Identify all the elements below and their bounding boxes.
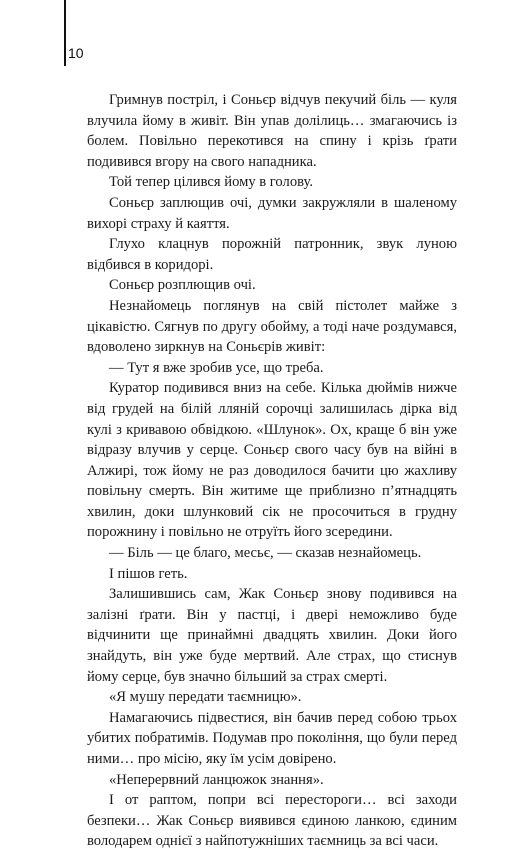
paragraph: І от раптом, попри всі перестороги… всі заходи безпеки… Жак Соньєр виявився єдиною ланкою, єдиним володарем однієї з найпотужніших таємниць за всі часи.	[87, 792, 457, 850]
header-rule	[64, 0, 66, 66]
paragraph: І пішов геть.	[109, 565, 188, 582]
paragraph: Глухо клацнув порожній патронник, звук луною відбився в коридорі.	[87, 236, 457, 273]
paragraph: — Біль — це благо, месьє, — сказав незнайомець.	[109, 545, 422, 562]
paragraph: Той тепер цілився йому в голову.	[109, 174, 313, 191]
page-header	[64, 0, 104, 66]
paragraph: Незнайомець поглянув на свій пістолет майже з цікавістю. Сягнув по другу обойму, а тоді наче роздумався, вдоволено зиркнув на Соньєрів живіт:	[87, 297, 457, 356]
paragraph: Залишившись сам, Жак Соньєр знову подивився на залізні ґрати. Він у пастці, і двері неможливо буде відчинити ще принаймні двадцять хвилин. Доки його знайдуть, він уже буде мертвий. Але страх, що стиснув йому серце, був значно більший за страх смерті.	[87, 586, 457, 685]
paragraph: Намагаючись підвестися, він бачив перед собою трьох убитих побратимів. Подумав про покоління, що були перед ними… про місію, яку їм усім довірено.	[87, 709, 457, 767]
paragraph: Соньєр заплющив очі, думки закружляли в шаленому вихорі страху й каяття.	[87, 194, 457, 232]
paragraph: «Неперервний ланцюжок знання».	[109, 771, 324, 788]
paragraph: Гримнув постріл, і Соньєр відчув пекучий біль — куля влучила йому в живіт. Він упав долілиць… змагаючись із болем. Повільно перекотився на спину і крізь ґрати подивився вгору на свого нападника.	[87, 92, 457, 170]
paragraph: — Тут я вже зробив усе, що треба.	[109, 359, 324, 376]
paragraph: Соньєр розплющив очі.	[109, 277, 256, 294]
paragraph: Куратор подивився вниз на себе. Кілька дюймів нижче від грудей на білій лляній сорочці залишилась дірка від кулі з кривавою обвідкою. «Шлунок». Ох, краще б він уже відразу влучив у серце. Соньєр свого часу був на війні в Алжирі, тож йому не раз доводилося бачити цю жахливу повільну смерть. Він житиме ще приблизно п’ятнадцять хвилин, доки шлунковий сік не просочиться в грудну порожнину і повільно не отруїть його зсередини.	[87, 380, 457, 541]
body-text	[87, 90, 457, 852]
paragraph: «Я мушу передати таємницю».	[109, 689, 302, 706]
page-number: 10	[68, 45, 84, 61]
